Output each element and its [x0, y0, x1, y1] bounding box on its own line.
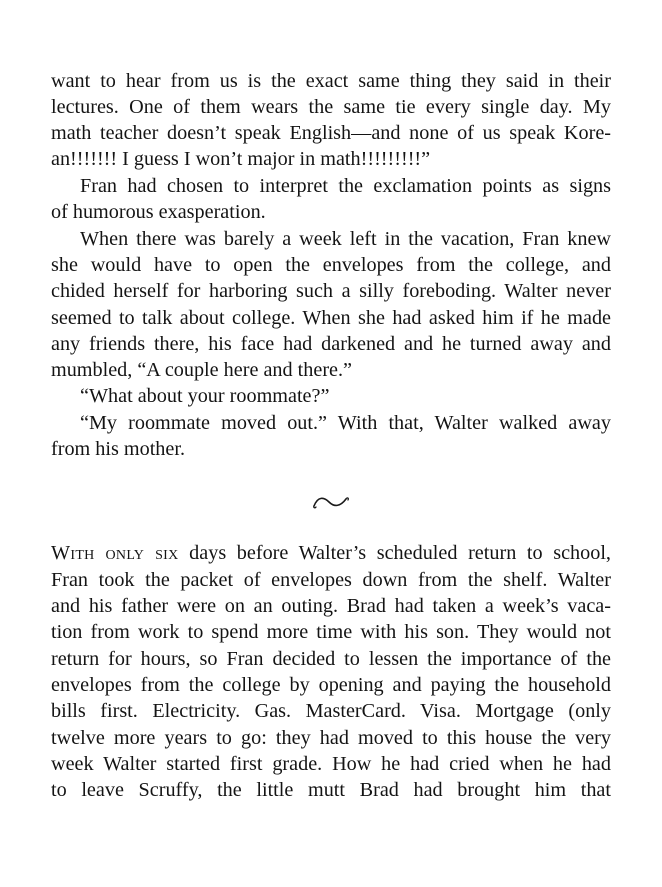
text-line: Fran took the packet of envelopes down from the shelf. Walter — [51, 569, 611, 591]
text-line: week Walter started first grade. How he had cried when he had — [51, 753, 611, 775]
text-line: return for hours, so Fran decided to lessen the importance of the — [51, 648, 611, 670]
text-line: an!!!!!!! I guess I won’t major in math!!!!!!!!!” — [51, 148, 431, 170]
text-line: lectures. One of them wears the same tie every single day. My — [51, 96, 611, 118]
section-break-ornament-icon — [312, 494, 350, 510]
text-line: want to hear from us is the exact same thing they said in their — [51, 70, 611, 92]
text-line: Fran had chosen to interpret the exclamation points as signs — [80, 175, 611, 197]
text-line: math teacher doesn’t speak English—and none of us speak Kore- — [51, 122, 611, 144]
text-line: to leave Scruffy, the little mutt Brad had brought him that — [51, 779, 611, 801]
section-opening-smallcaps: With only six — [51, 542, 179, 564]
book-page — [51, 0, 611, 887]
text-line: any friends there, his face had darkened and he turned away and — [51, 333, 611, 355]
text-line: from his mother. — [51, 438, 186, 460]
text-line: seemed to talk about college. When she had asked him if he made — [51, 307, 611, 329]
section-opening-line — [51, 540, 611, 566]
text-line: “What about your roommate?” — [80, 385, 330, 407]
text-line: mumbled, “A couple here and there.” — [51, 359, 353, 381]
text-line: “My roommate moved out.” With that, Walter walked away — [80, 412, 611, 434]
text-line: she would have to open the envelopes from the college, and — [51, 254, 611, 276]
text-line: chided herself for harboring such a silly foreboding. Walter never — [51, 280, 611, 302]
section-opening-rest: days before Walter’s scheduled return to school, — [178, 542, 611, 564]
text-line: envelopes from the college by opening and paying the household — [51, 674, 611, 696]
text-line: tion from work to spend more time with his son. They would not — [51, 621, 611, 643]
text-line: bills first. Electricity. Gas. MasterCard. Visa. Mortgage (only — [51, 700, 611, 722]
text-line: When there was barely a week left in the vacation, Fran knew — [80, 228, 611, 250]
text-line: of humorous exasperation. — [51, 201, 266, 223]
text-line: twelve more years to go: they had moved to this house the very — [51, 727, 611, 749]
text-line: and his father were on an outing. Brad had taken a week’s vaca- — [51, 595, 611, 617]
